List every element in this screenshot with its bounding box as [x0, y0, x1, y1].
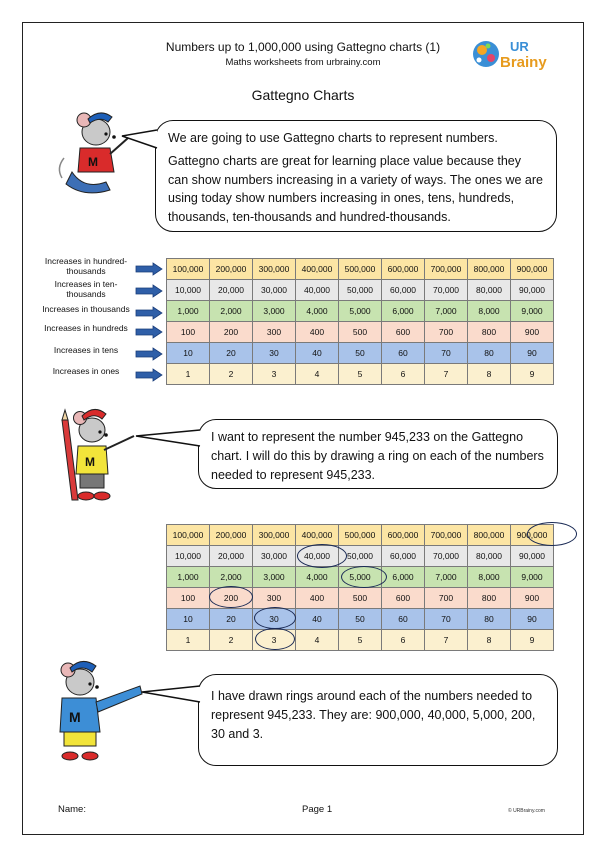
worksheet-subtitle: Maths worksheets from urbrainy.com: [225, 57, 381, 68]
chart-cell: 7: [425, 364, 468, 385]
chart-cell: 50: [339, 609, 382, 630]
table-row: [167, 343, 554, 364]
intro-paragraph-1: We are going to use Gattegno charts to represent numbers.: [168, 131, 498, 145]
chart-cell: 2: [210, 630, 253, 651]
answer-text: I have drawn rings around each of the numbers needed to represent 945,233. They are: 900,000, 40,000, 5,000, 200, 30 and 3.: [211, 689, 536, 741]
chart-cell: 10: [167, 609, 210, 630]
chart-cell: 70,000: [425, 280, 468, 301]
chart-cell: 20,000: [210, 546, 253, 567]
chart-cell: 300,000: [253, 525, 296, 546]
chart-cell: 1: [167, 630, 210, 651]
chart-cell: 600,000: [382, 259, 425, 280]
row-label-ten-thousands: Increases in ten-thousands: [54, 279, 118, 299]
chart-cell: 90: [511, 343, 554, 364]
chart-cell: 600: [382, 588, 425, 609]
chart-cell: 3: [253, 630, 296, 651]
chart-cell: 5,000: [339, 301, 382, 322]
chart-cell: 9,000: [511, 301, 554, 322]
chart-cell: 7,000: [425, 301, 468, 322]
table-row: [167, 259, 554, 280]
table-row: [167, 609, 554, 630]
chart-cell: 3,000: [253, 301, 296, 322]
chart-cell: 80,000: [468, 546, 511, 567]
arrow-right-icon: [135, 262, 163, 276]
chart-cell: 900: [511, 588, 554, 609]
svg-text:M: M: [85, 455, 95, 469]
chart-cell: 600: [382, 322, 425, 343]
table-row: [167, 301, 554, 322]
table-row: [167, 567, 554, 588]
speech-bubble-tail-1: [120, 128, 160, 152]
chart-cell: 40: [296, 343, 339, 364]
chart-cell: 7: [425, 630, 468, 651]
chart-cell: 20,000: [210, 280, 253, 301]
chart-cell: 500,000: [339, 525, 382, 546]
chart-cell: 900,000: [511, 525, 554, 546]
chart-cell: 30,000: [253, 280, 296, 301]
chart-cell: 30: [253, 609, 296, 630]
chart-cell: 90,000: [511, 546, 554, 567]
table-row: [167, 525, 554, 546]
chart-cell: 700: [425, 322, 468, 343]
chart-cell: 80: [468, 609, 511, 630]
chart-cell: 60,000: [382, 280, 425, 301]
chart-cell: 60: [382, 609, 425, 630]
chart-cell: 10,000: [167, 546, 210, 567]
arrow-right-icon: [135, 325, 163, 339]
copyright: © URBrainy.com: [508, 808, 545, 814]
chart-cell: 600,000: [382, 525, 425, 546]
logo-text-top: UR: [510, 39, 529, 54]
chart-cell: 2,000: [210, 301, 253, 322]
chart-cell: 80,000: [468, 280, 511, 301]
table-row: [167, 630, 554, 651]
chart-cell: 800,000: [468, 259, 511, 280]
speech-bubble-tail-3: [140, 684, 202, 706]
chart-cell: 900: [511, 322, 554, 343]
section-title: Gattegno Charts: [251, 87, 355, 103]
chart-cell: 100,000: [167, 259, 210, 280]
table-row: [167, 588, 554, 609]
chart-cell: 5,000: [339, 567, 382, 588]
mouse-character-2: [42, 400, 138, 504]
speech-bubble-intro: [155, 120, 557, 232]
chart-cell: 70: [425, 609, 468, 630]
chart-cell: 70: [425, 343, 468, 364]
chart-cell: 30,000: [253, 546, 296, 567]
chart-cell: 4,000: [296, 567, 339, 588]
chart-cell: 300,000: [253, 259, 296, 280]
row-label-tens: Increases in tens: [53, 345, 119, 355]
chart-cell: 300: [253, 588, 296, 609]
speech-bubble-answer: [198, 674, 558, 766]
chart-cell: 900,000: [511, 259, 554, 280]
chart-cell: 400: [296, 322, 339, 343]
chart-cell: 200: [210, 322, 253, 343]
name-label: Name:: [58, 804, 86, 815]
speech-bubble-task: [198, 419, 558, 489]
chart-cell: 70,000: [425, 546, 468, 567]
chart-cell: 5: [339, 364, 382, 385]
chart-cell: 90: [511, 609, 554, 630]
chart-cell: 50,000: [339, 280, 382, 301]
chart-cell: 20: [210, 343, 253, 364]
chart-cell: 9: [511, 630, 554, 651]
chart-cell: 1: [167, 364, 210, 385]
chart-cell: 500: [339, 588, 382, 609]
chart-cell: 100: [167, 322, 210, 343]
logo-text-bottom: Brainy: [500, 54, 547, 71]
chart-cell: 5: [339, 630, 382, 651]
chart-cell: 2,000: [210, 567, 253, 588]
chart-cell: 3,000: [253, 567, 296, 588]
chart-cell: 1,000: [167, 567, 210, 588]
chart-cell: 40: [296, 609, 339, 630]
chart-cell: 50: [339, 343, 382, 364]
chart-cell: 20: [210, 609, 253, 630]
chart-cell: 200: [210, 588, 253, 609]
chart-cell: 100,000: [167, 525, 210, 546]
chart-cell: 200,000: [210, 525, 253, 546]
intro-paragraph-2: Gattegno charts are great for learning place value because they can show numbers increasing in a variety of ways. The ones we are using today show numbers increasing in ones, tens, hundreds, thousands, ten-thousands and hundred-thousands.: [168, 153, 543, 224]
arrow-right-icon: [135, 306, 163, 320]
chart-cell: 300: [253, 322, 296, 343]
chart-cell: 200,000: [210, 259, 253, 280]
gattegno-chart-2: [166, 524, 554, 651]
gattegno-chart-1: [166, 258, 554, 385]
chart-cell: 800: [468, 322, 511, 343]
chart-cell: 50,000: [339, 546, 382, 567]
row-label-hundreds: Increases in hundreds: [44, 323, 128, 333]
arrow-right-icon: [135, 368, 163, 382]
chart-cell: 8,000: [468, 567, 511, 588]
chart-cell: 700,000: [425, 525, 468, 546]
mouse-character-3: [40, 656, 150, 764]
chart-cell: 80: [468, 343, 511, 364]
svg-text:M: M: [88, 155, 98, 169]
chart-cell: 700,000: [425, 259, 468, 280]
chart-cell: 100: [167, 588, 210, 609]
chart-cell: 8: [468, 364, 511, 385]
row-label-ones: Increases in ones: [52, 366, 120, 376]
table-row: [167, 280, 554, 301]
chart-cell: 6: [382, 364, 425, 385]
chart-cell: 500,000: [339, 259, 382, 280]
arrow-right-icon: [135, 347, 163, 361]
chart-cell: 6,000: [382, 301, 425, 322]
chart-cell: 7,000: [425, 567, 468, 588]
chart-cell: 4,000: [296, 301, 339, 322]
chart-cell: 500: [339, 322, 382, 343]
worksheet-title: Numbers up to 1,000,000 using Gattegno charts (1): [165, 40, 441, 54]
svg-text:M: M: [69, 709, 81, 725]
chart-cell: 9: [511, 364, 554, 385]
row-label-hundred-thousands: Increases in hundred-thousands: [44, 256, 128, 276]
chart-cell: 60: [382, 343, 425, 364]
chart-cell: 1,000: [167, 301, 210, 322]
chart-cell: 8,000: [468, 301, 511, 322]
chart-cell: 40,000: [296, 280, 339, 301]
chart-cell: 8: [468, 630, 511, 651]
task-text: I want to represent the number 945,233 on the Gattegno chart. I will do this by drawing a ring on each of the numbers needed to represent 945,233.: [211, 430, 544, 482]
mouse-character-1: [54, 108, 134, 196]
chart-cell: 4: [296, 630, 339, 651]
chart-cell: 3: [253, 364, 296, 385]
chart-cell: 10: [167, 343, 210, 364]
table-row: [167, 546, 554, 567]
chart-cell: 400,000: [296, 525, 339, 546]
chart-cell: 4: [296, 364, 339, 385]
chart-cell: 400,000: [296, 259, 339, 280]
chart-cell: 6,000: [382, 567, 425, 588]
chart-cell: 800,000: [468, 525, 511, 546]
chart-cell: 800: [468, 588, 511, 609]
page-number: Page 1: [302, 804, 333, 815]
chart-cell: 6: [382, 630, 425, 651]
arrow-right-icon: [135, 284, 163, 298]
chart-cell: 40,000: [296, 546, 339, 567]
chart-cell: 9,000: [511, 567, 554, 588]
table-row: [167, 364, 554, 385]
chart-cell: 60,000: [382, 546, 425, 567]
chart-cell: 10,000: [167, 280, 210, 301]
chart-cell: 90,000: [511, 280, 554, 301]
table-row: [167, 322, 554, 343]
chart-cell: 2: [210, 364, 253, 385]
chart-cell: 30: [253, 343, 296, 364]
chart-cell: 400: [296, 588, 339, 609]
urbrainy-logo: [470, 34, 562, 74]
chart-cell: 700: [425, 588, 468, 609]
speech-bubble-tail-2: [134, 428, 202, 450]
row-label-thousands: Increases in thousands: [42, 304, 130, 314]
